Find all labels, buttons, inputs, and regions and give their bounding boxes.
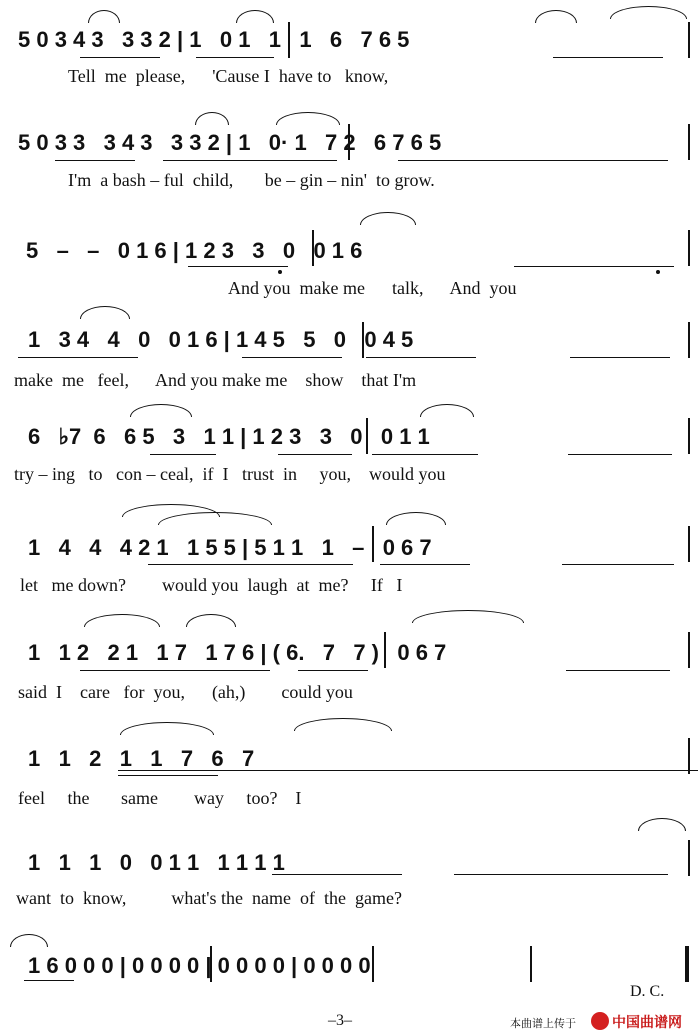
barline bbox=[688, 840, 690, 876]
slur bbox=[638, 818, 686, 831]
notes-row-2: 5 0 3 3 3 4 3 3 3 2 | 1 0· 1 7 2 6 7 6 5 bbox=[18, 130, 442, 155]
barline bbox=[312, 230, 314, 266]
beam bbox=[372, 454, 478, 455]
final-barline bbox=[685, 946, 689, 982]
slur bbox=[186, 614, 236, 627]
beam bbox=[272, 874, 402, 875]
beam bbox=[380, 564, 470, 565]
slur bbox=[360, 212, 416, 225]
beam bbox=[18, 357, 138, 358]
beam bbox=[514, 266, 674, 267]
barline bbox=[688, 322, 690, 358]
slur bbox=[420, 404, 474, 417]
beam bbox=[398, 160, 668, 161]
notes-row-8: 1 1 2 1 1 7 6 7 bbox=[28, 746, 255, 771]
lyrics-row-7: said I care for you, (ah,) could you bbox=[18, 682, 353, 702]
barline bbox=[688, 230, 690, 266]
beam bbox=[196, 57, 274, 58]
slur bbox=[10, 934, 48, 947]
site-logo[interactable] bbox=[591, 1011, 699, 1031]
beam bbox=[298, 670, 368, 671]
slur bbox=[236, 10, 274, 23]
barline bbox=[688, 526, 690, 562]
beam bbox=[55, 160, 135, 161]
slur bbox=[88, 10, 120, 23]
barline bbox=[366, 418, 368, 454]
lyrics-row-5: try – ing to con – ceal, if I trust in you, would you bbox=[14, 464, 446, 484]
beam bbox=[366, 357, 476, 358]
beam bbox=[570, 357, 670, 358]
notes-row-5: 6 ♭7 6 6 5 3 1 1 | 1 2 3 3 0 0 1 1 bbox=[28, 424, 430, 449]
beam bbox=[80, 57, 160, 58]
slur bbox=[386, 512, 446, 525]
barline bbox=[348, 124, 350, 160]
beam bbox=[150, 454, 216, 455]
slur bbox=[412, 610, 524, 623]
beam bbox=[566, 670, 670, 671]
barline bbox=[288, 22, 290, 58]
slur bbox=[130, 404, 192, 417]
beam bbox=[242, 357, 342, 358]
lower-octave-dot bbox=[656, 270, 660, 274]
notes-row-10: 1 6 0 0 0 | 0 0 0 0 | 0 0 0 0 | 0 0 0 0 bbox=[28, 953, 371, 978]
lyrics-row-1: Tell me please, 'Cause I have to know, bbox=[68, 66, 389, 86]
notes-row-7: 1 1 2 2 1 1 7 1 7 6 | ( 6. 7 7 ) 0 6 7 bbox=[28, 640, 447, 665]
beam bbox=[454, 874, 668, 875]
slur bbox=[535, 10, 577, 23]
logo-icon bbox=[591, 1012, 609, 1030]
lyrics-row-6: let me down? would you laugh at me? If I bbox=[20, 575, 403, 595]
lyrics-row-4: make me feel, And you make me show that I'm bbox=[14, 370, 417, 390]
beam bbox=[553, 57, 663, 58]
upload-caption: 本曲谱上传于 bbox=[510, 1017, 576, 1030]
beam bbox=[163, 160, 337, 161]
beam bbox=[148, 564, 353, 565]
slur bbox=[195, 112, 229, 125]
barline bbox=[688, 124, 690, 160]
lyrics-row-8: feel the same way too? I bbox=[18, 788, 302, 808]
notes-row-9: 1 1 1 0 0 1 1 1 1 1 1 bbox=[28, 850, 285, 875]
slur bbox=[120, 722, 214, 735]
barline bbox=[362, 322, 364, 358]
slur bbox=[84, 614, 160, 627]
site-name: 中国曲谱网 bbox=[612, 1015, 682, 1031]
beam bbox=[118, 770, 698, 771]
barline bbox=[688, 418, 690, 454]
lyrics-row-3: And you make me talk, And you bbox=[228, 278, 517, 298]
barline bbox=[530, 946, 532, 982]
beam bbox=[188, 266, 288, 267]
beam bbox=[568, 454, 672, 455]
slur bbox=[610, 6, 687, 19]
slur bbox=[294, 718, 392, 731]
lower-octave-dot bbox=[278, 270, 282, 274]
page-number: –3– bbox=[328, 1012, 352, 1029]
beam bbox=[118, 775, 218, 776]
notes-row-6: 1 4 4 4 2 1 1 5 5 | 5 1 1 1 – 0 6 7 bbox=[28, 535, 432, 560]
lyrics-row-9: want to know, what's the name of the game? bbox=[16, 888, 402, 908]
slur bbox=[80, 306, 130, 319]
notes-row-3: 5 – – 0 1 6 | 1 2 3 3 0 0 1 6 bbox=[26, 238, 363, 263]
notes-row-1: 5 0 3 4 3 3 3 2 | 1 0 1 1 1 6 7 6 5 bbox=[18, 27, 410, 52]
barline bbox=[210, 946, 212, 982]
slur bbox=[276, 112, 340, 125]
barline bbox=[372, 946, 374, 982]
da-capo-mark: D. C. bbox=[630, 983, 665, 1000]
beam bbox=[24, 980, 74, 981]
barline bbox=[372, 526, 374, 562]
beam bbox=[278, 454, 352, 455]
barline bbox=[688, 632, 690, 668]
notes-row-4: 1 3 4 4 0 0 1 6 | 1 4 5 5 0 0 4 5 bbox=[28, 327, 414, 352]
lyrics-row-2: I'm a bash – ful child, be – gin – nin' to grow. bbox=[68, 170, 435, 190]
barline bbox=[384, 632, 386, 668]
barline bbox=[688, 738, 690, 774]
beam bbox=[562, 564, 674, 565]
barline bbox=[688, 22, 690, 58]
beam bbox=[80, 670, 270, 671]
